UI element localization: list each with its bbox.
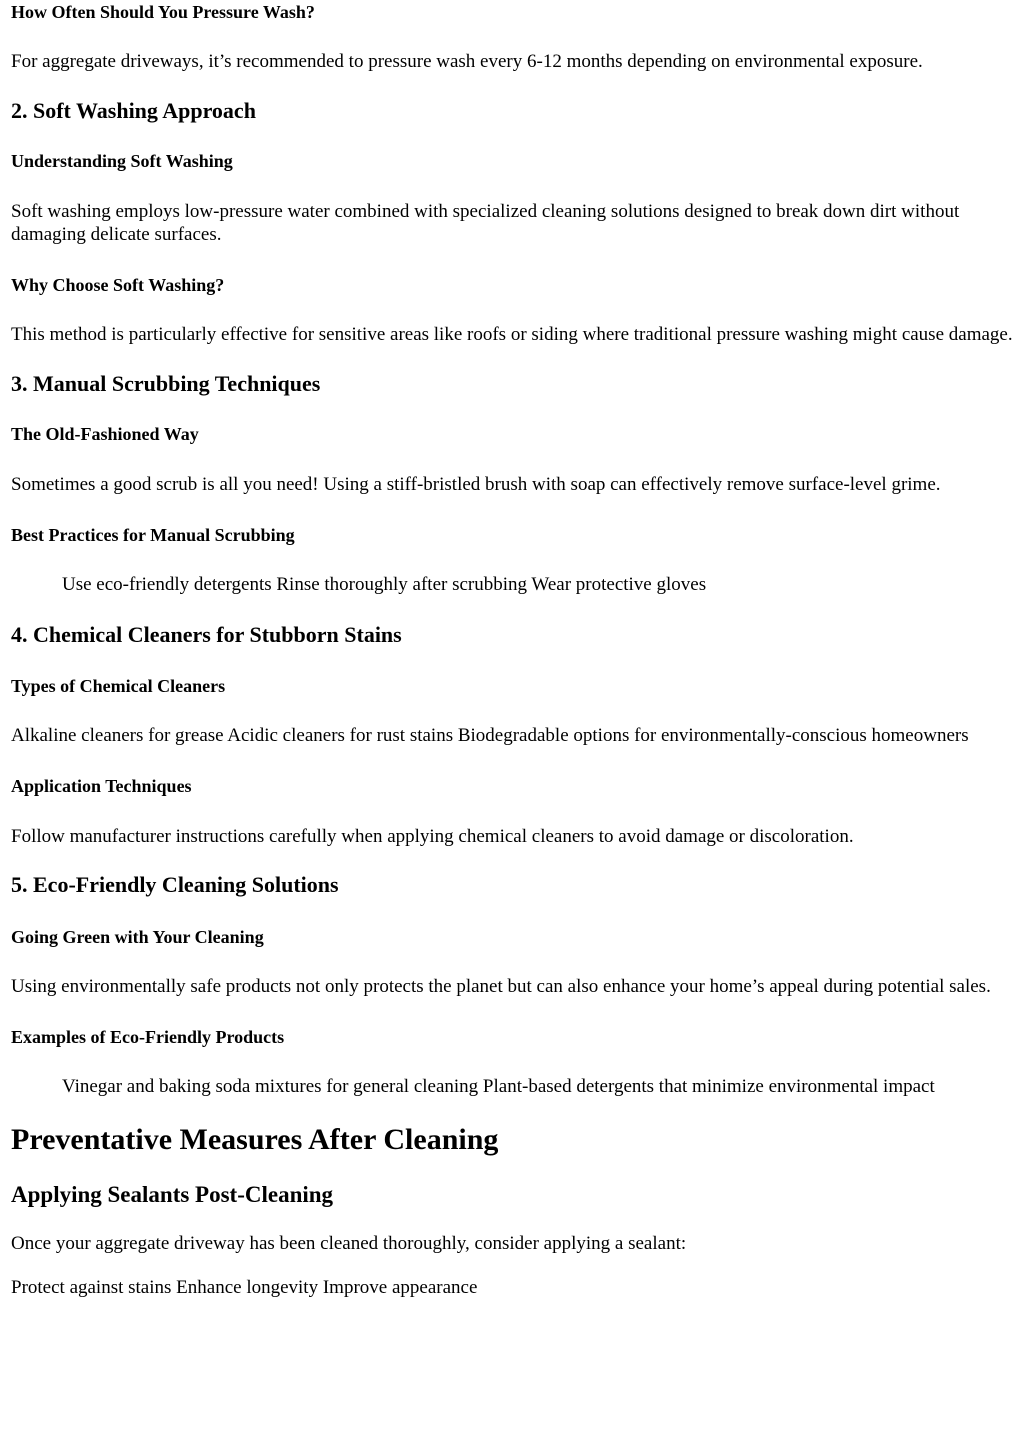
old-fashioned-text: Sometimes a good scrub is all you need! Using a stiff-bristled brush with soap can effectively remove surface-level grime. [11, 474, 941, 495]
types-chemical-heading: Types of Chemical Cleaners [11, 676, 226, 696]
how-often-text: For aggregate driveways, it’s recommended to pressure wash every 6-12 months depending on environmental exposure. [11, 51, 923, 72]
types-chemical-text: Alkaline cleaners for grease Acidic cleaners for rust stains Biodegradable options for environmentally-conscious homeowners [11, 725, 969, 746]
sealants-text: Once your aggregate driveway has been cleaned thoroughly, consider applying a sealant: [11, 1233, 687, 1254]
best-practices-heading: Best Practices for Manual Scrubbing [11, 525, 295, 545]
how-often-heading: How Often Should You Pressure Wash? [11, 2, 315, 22]
understanding-soft-washing-text: Soft washing employs low-pressure water combined with specialized cleaning solutions designed to break down dirt without damaging delicate surfaces. [11, 201, 960, 245]
why-soft-washing-heading: Why Choose Soft Washing? [11, 275, 225, 295]
old-fashioned-heading: The Old-Fashioned Way [11, 424, 199, 444]
eco-friendly-heading: 5. Eco-Friendly Cleaning Solutions [11, 872, 339, 897]
sealants-heading: Applying Sealants Post-Cleaning [11, 1182, 334, 1207]
manual-scrubbing-heading: 3. Manual Scrubbing Techniques [11, 371, 321, 396]
why-soft-washing-text: This method is particularly effective for sensitive areas like roofs or siding where traditional pressure washing might cause damage. [11, 324, 1013, 345]
chemical-cleaners-heading: 4. Chemical Cleaners for Stubborn Stains [11, 622, 402, 647]
eco-examples-list: Vinegar and baking soda mixtures for general cleaning Plant-based detergents that minimize environmental impact [62, 1076, 935, 1097]
application-text: Follow manufacturer instructions carefully when applying chemical cleaners to avoid damage or discoloration. [11, 826, 854, 847]
application-heading: Application Techniques [11, 776, 192, 796]
sealants-benefits-list: Protect against stains Enhance longevity Improve appearance [11, 1277, 478, 1298]
best-practices-list: Use eco-friendly detergents Rinse thoroughly after scrubbing Wear protective gloves [62, 574, 707, 595]
soft-washing-heading: 2. Soft Washing Approach [11, 98, 256, 123]
going-green-heading: Going Green with Your Cleaning [11, 927, 264, 947]
preventative-title: Preventative Measures After Cleaning [11, 1123, 499, 1156]
going-green-text: Using environmentally safe products not only protects the planet but can also enhance your home’s appeal during potential sales. [11, 976, 991, 997]
eco-examples-heading: Examples of Eco-Friendly Products [11, 1027, 285, 1047]
understanding-soft-washing-heading: Understanding Soft Washing [11, 151, 233, 171]
